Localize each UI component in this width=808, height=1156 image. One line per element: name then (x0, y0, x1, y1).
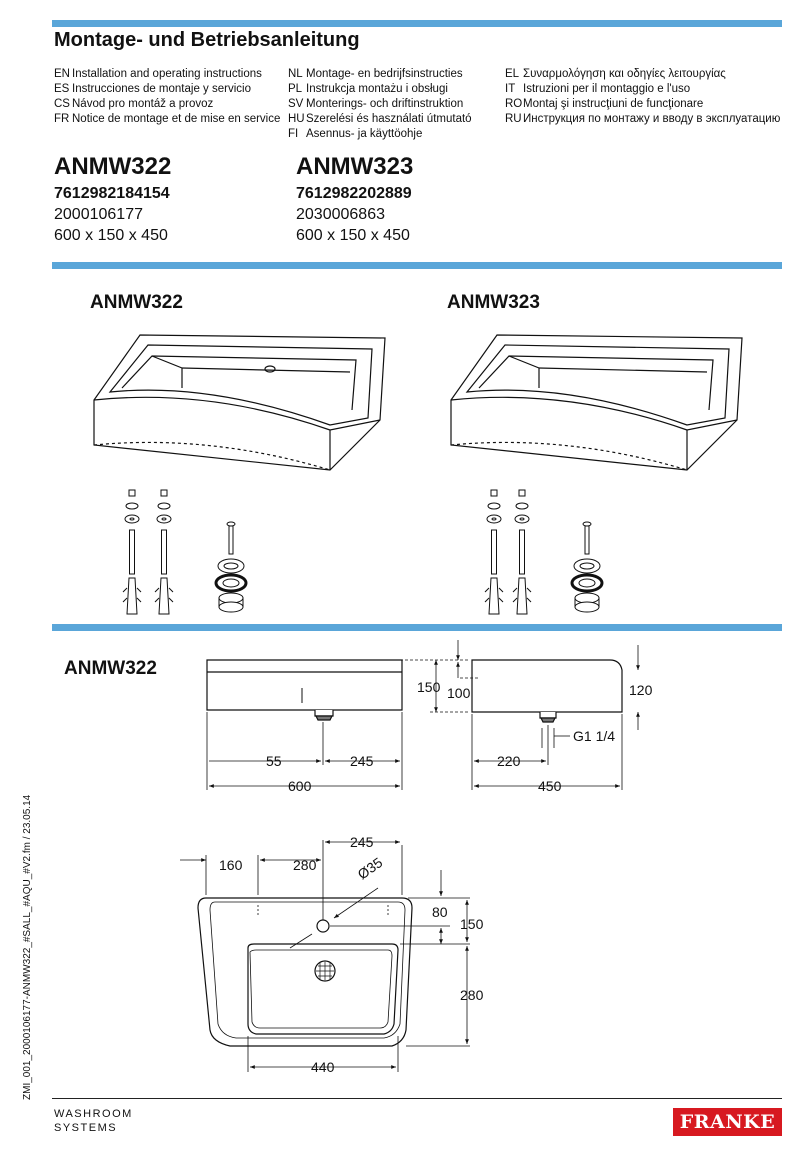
language-code: RO (505, 98, 523, 110)
fixing-kit-left (123, 490, 246, 614)
language-text: Montage- en bedrijfsinstructies (306, 68, 463, 80)
footer-rule (52, 1098, 782, 1099)
language-code: FI (288, 128, 299, 140)
dim-front-right-offset: 245 (350, 753, 374, 769)
document-reference (22, 794, 36, 1114)
drain-parts (572, 522, 602, 612)
language-code: EN (54, 68, 70, 80)
section-label-left: ANMW322 (90, 292, 183, 313)
language-code: SV (288, 98, 304, 110)
product-model: ANMW322 (54, 153, 172, 180)
language-text: Инструкция по монтажу и вводу в эксплуатацию (523, 113, 781, 125)
language-code: PL (288, 83, 303, 95)
front-view-drawing (207, 660, 402, 790)
dim-side-back-height: 120 (629, 682, 653, 698)
footer-division-line2: SYSTEMS (54, 1122, 118, 1134)
dim-top-hole-diameter: Ø35 (354, 854, 386, 883)
dim-top-hole-depth: 80 (432, 904, 448, 920)
section-label-drawing: ANMW322 (64, 658, 157, 679)
dim-top-hole-offset-left: 160 (219, 857, 243, 873)
product-article-number: 2000106177 (54, 206, 143, 223)
language-code: RU (505, 113, 522, 125)
basin-illustration-anmw323 (451, 335, 742, 470)
dim-top-rim-depth: 150 (460, 916, 484, 932)
language-code: IT (505, 83, 516, 95)
dim-side-depth: 450 (538, 778, 562, 794)
language-text: Instrucciones de montaje y servicio (72, 83, 251, 95)
language-text: Asennus- ja käyttöohje (306, 128, 423, 140)
dim-side-inner-height: 100 (447, 685, 471, 701)
language-text: Montaj şi instrucţiuni de funcţionare (523, 98, 704, 110)
dim-top-bowl-depth: 280 (460, 987, 484, 1003)
dim-top-bowl-width: 440 (311, 1059, 335, 1075)
language-text: Instrukcja montażu i obsługi (306, 83, 448, 95)
language-code: FR (54, 113, 70, 125)
product-article-number: 2030006863 (296, 206, 385, 223)
product-size: 600 x 150 x 450 (54, 227, 168, 244)
dim-top-hole-offset-right: 245 (350, 834, 374, 850)
language-text: Monterings- och driftinstruktion (306, 98, 464, 110)
language-text: Szerelési és használati útmutató (306, 113, 472, 125)
dim-front-left-offset: 55 (266, 753, 282, 769)
language-text: Συναρμολόγηση και οδηγίες λειτουργίας (523, 68, 726, 80)
language-text: Návod pro montáž a provoz (72, 98, 214, 110)
section-label-right: ANMW323 (447, 292, 540, 313)
language-code: HU (288, 113, 305, 125)
product-model: ANMW323 (296, 153, 414, 180)
fixing-kit-right (485, 490, 602, 614)
footer-division-line1: WASHROOM (54, 1108, 133, 1120)
product-size: 600 x 150 x 450 (296, 227, 410, 244)
language-code: NL (288, 68, 303, 80)
footer-division (54, 1107, 133, 1135)
language-code: CS (54, 98, 70, 110)
product-ean: 7612982184154 (54, 185, 170, 202)
tap-hole (317, 920, 329, 932)
dim-front-width: 600 (288, 778, 312, 794)
franke-logo: FRANKE (673, 1108, 782, 1136)
dim-side-thread: G1 1/4 (573, 728, 616, 744)
dim-side-depth-to-drain: 220 (497, 753, 521, 769)
drain-parts (216, 522, 246, 612)
document-reference-text: ZMI_001_2000106177-ANMW322_#SALL_#AQU_#V2.fm / 23.05.14 (22, 794, 33, 1100)
top-view-drawing (180, 840, 470, 1072)
language-text: Notice de montage et de mise en service (72, 113, 281, 125)
language-code: EL (505, 68, 520, 80)
dim-top-hole-spacing: 280 (293, 857, 317, 873)
document-title: Montage- und Betriebsanleitung (54, 29, 360, 51)
dim-side-total-height: 150 (417, 679, 441, 695)
language-text: Istruzioni per il montaggio e l'uso (523, 83, 691, 95)
language-code: ES (54, 83, 70, 95)
product-ean: 7612982202889 (296, 185, 412, 202)
language-text: Installation and operating instructions (72, 68, 262, 80)
basin-illustration-anmw322 (94, 335, 385, 470)
